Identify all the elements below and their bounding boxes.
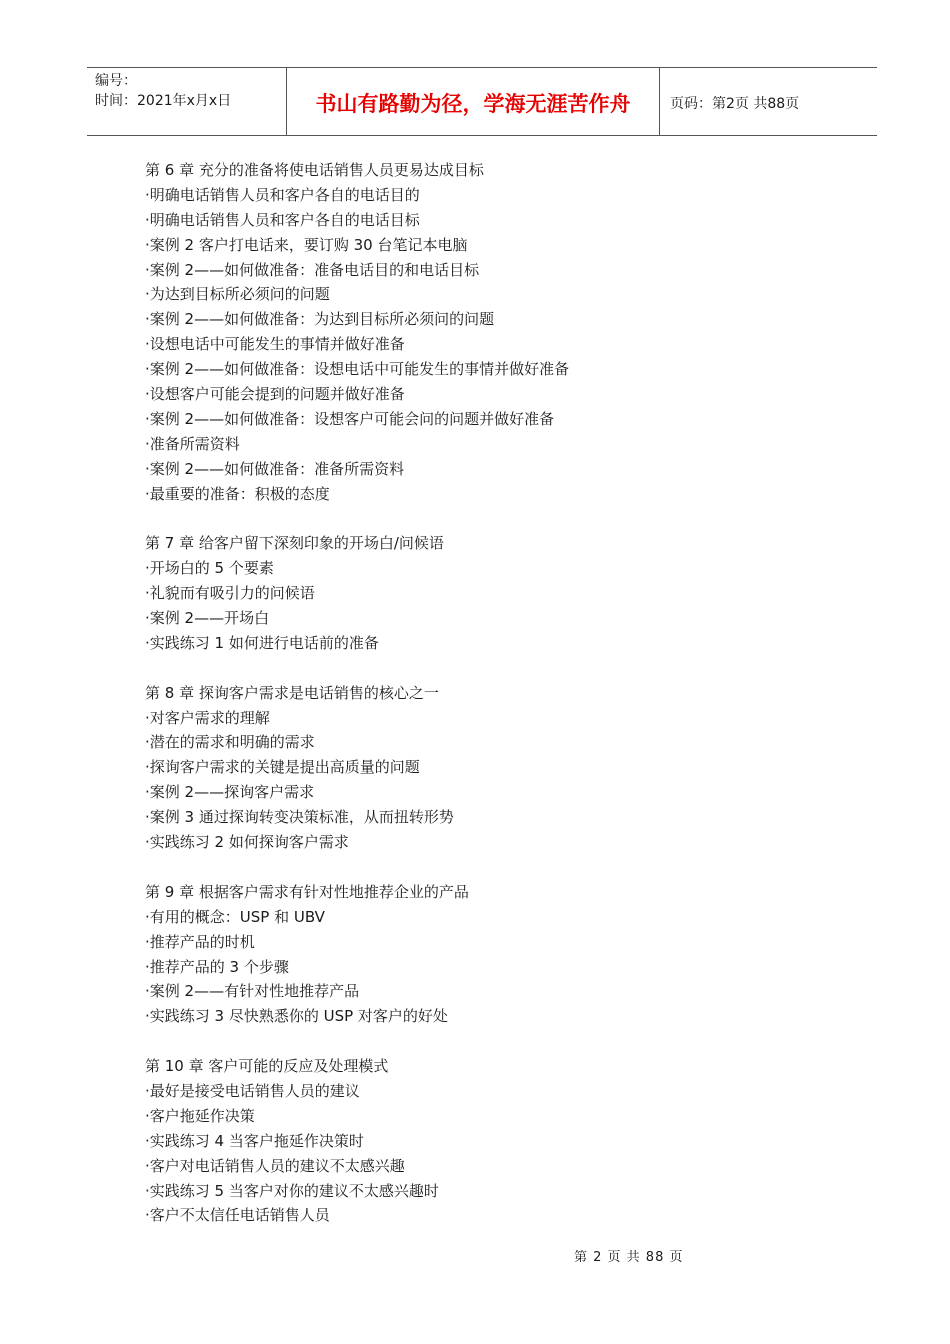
- chapter-8: [145, 681, 845, 855]
- footer-page-number: 第 2 页 共 88 页: [574, 1250, 684, 1265]
- list-item: ·案例 2——如何做准备：为达到目标所必须问的问题: [145, 310, 495, 329]
- section-gap: [145, 656, 845, 681]
- header-page-label: 页码：第2页 共88页: [670, 95, 800, 112]
- list-item: ·案例 3 通过探询转变决策标准，从而扭转形势: [145, 808, 454, 827]
- chapter-10: [145, 1054, 845, 1228]
- list-item: ·对客户需求的理解: [145, 708, 270, 727]
- list-item: ·案例 2——如何做准备：设想客户可能会问的问题并做好准备: [145, 409, 555, 428]
- list-item: ·案例 2——如何做准备：准备电话目的和电话目标: [145, 260, 480, 279]
- chapter-title: 第 7 章 给客户留下深刻印象的开场白/问候语: [145, 534, 444, 553]
- section-gap: [145, 855, 845, 880]
- list-item: ·案例 2——探询客户需求: [145, 783, 315, 802]
- chapter-title: 第 9 章 根据客户需求有针对性地推荐企业的产品: [145, 882, 469, 901]
- list-item: ·礼貌而有吸引力的问候语: [145, 584, 315, 603]
- list-item: ·设想电话中可能发生的事情并做好准备: [145, 335, 405, 354]
- list-item: ·案例 2——如何做准备：准备所需资料: [145, 459, 405, 478]
- list-item: ·实践练习 3 尽快熟悉你的 USP 对客户的好处: [145, 1007, 448, 1026]
- list-item: ·客户不太信任电话销售人员: [145, 1206, 330, 1225]
- section-gap: [145, 506, 845, 531]
- chapter-7: [145, 531, 845, 655]
- list-item: ·明确电话销售人员和客户各自的电话目标: [145, 210, 420, 229]
- header-motto: 书山有路勤为径，学海无涯苦作舟: [287, 68, 660, 135]
- list-item: ·客户对电话销售人员的建议不太感兴趣: [145, 1156, 405, 1175]
- page-header: [87, 67, 877, 136]
- chapter-title: 第 8 章 探询客户需求是电话销售的核心之一: [145, 683, 439, 702]
- document-number-label: 编号：: [95, 73, 137, 89]
- list-item: ·案例 2——有针对性地推荐产品: [145, 982, 360, 1001]
- list-item: ·推荐产品的 3 个步骤: [145, 957, 289, 976]
- list-item: ·实践练习 5 当客户对你的建议不太感兴趣时: [145, 1181, 439, 1200]
- list-item: ·案例 2——如何做准备：设想电话中可能发生的事情并做好准备: [145, 360, 570, 379]
- list-item: ·实践练习 4 当客户拖延作决策时: [145, 1131, 364, 1150]
- chapter-title: 第 10 章 客户可能的反应及处理模式: [145, 1057, 389, 1076]
- list-item: ·案例 2——开场白: [145, 609, 270, 628]
- list-item: ·为达到目标所必须问的问题: [145, 285, 330, 304]
- chapter-title: 第 6 章 充分的准备将使电话销售人员更易达成目标: [145, 161, 484, 179]
- list-item: ·最好是接受电话销售人员的建议: [145, 1081, 360, 1100]
- list-item: ·开场白的 5 个要素: [145, 559, 274, 578]
- list-item: ·探询客户需求的关键是提出高质量的问题: [145, 758, 420, 777]
- list-item: ·实践练习 1 如何进行电话前的准备: [145, 633, 379, 652]
- list-item: ·设想客户可能会提到的问题并做好准备: [145, 385, 405, 404]
- document-time-label: 时间：2021年x月x日: [95, 93, 232, 109]
- section-gap: [145, 1029, 845, 1054]
- chapter-9: [145, 880, 845, 1029]
- list-item: ·明确电话销售人员和客户各自的电话目的: [145, 185, 420, 204]
- list-item: ·有用的概念：USP 和 UBV: [145, 907, 325, 926]
- list-item: ·最重要的准备：积极的态度: [145, 484, 330, 503]
- list-item: ·潜在的需求和明确的需求: [145, 733, 315, 752]
- list-item: ·推荐产品的时机: [145, 932, 255, 951]
- list-item: ·案例 2 客户打电话来，要订购 30 台笔记本电脑: [145, 235, 468, 254]
- list-item: ·准备所需资料: [145, 434, 240, 453]
- list-item: ·客户拖延作决策: [145, 1106, 255, 1125]
- document-body: [145, 158, 845, 1228]
- list-item: ·实践练习 2 如何探询客户需求: [145, 833, 349, 852]
- header-meta: [87, 68, 287, 135]
- chapter-6: [145, 158, 845, 506]
